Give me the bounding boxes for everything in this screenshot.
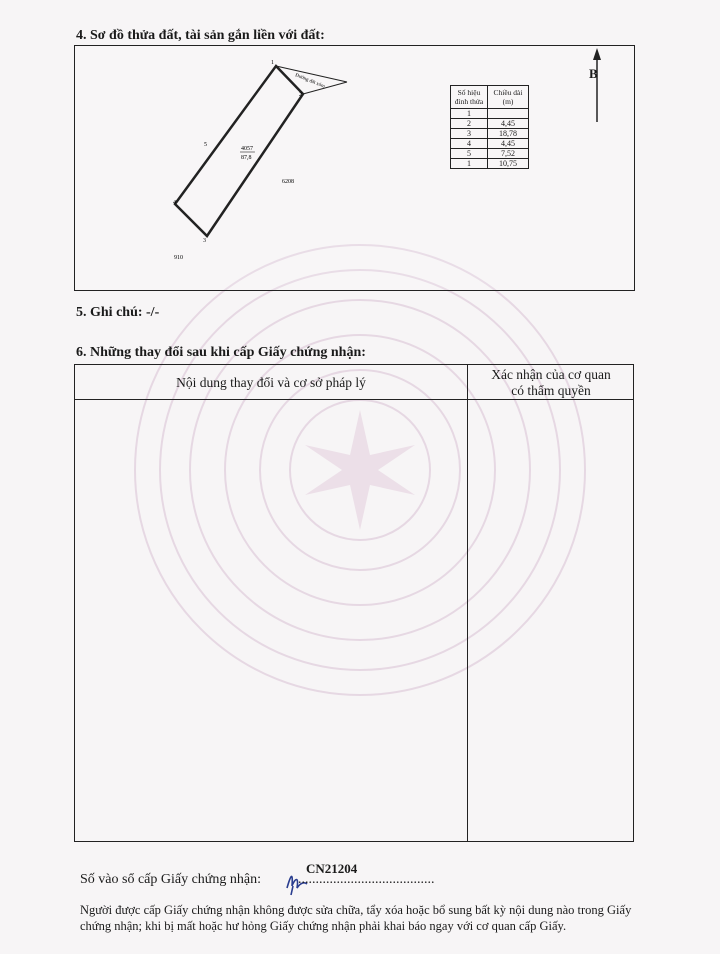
length-cell: 4,45 xyxy=(488,119,529,129)
authority-confirmation-header xyxy=(467,367,635,399)
registration-number: CN21204 xyxy=(306,861,358,876)
changes-table xyxy=(74,364,634,842)
column-divider xyxy=(467,365,468,841)
road-label: Đường đất xóm xyxy=(294,73,326,90)
neighbor-parcel-1: 6208 xyxy=(282,179,294,185)
length-cell: 18,78 xyxy=(488,129,529,139)
table-row xyxy=(451,109,529,119)
vertex-cell: 1 xyxy=(451,109,488,119)
vertex-5-label: 5 xyxy=(204,142,207,148)
table-row xyxy=(451,129,529,139)
vertex-cell: 3 xyxy=(451,129,488,139)
vertex-1-label: 1 xyxy=(271,60,274,66)
parcel-plan-box xyxy=(74,45,635,291)
table-header-vertex: Số hiệu đỉnh thửa xyxy=(451,86,488,109)
table-row xyxy=(451,149,529,159)
vertex-2-label: 2 xyxy=(299,92,302,98)
vertex-cell: 2 xyxy=(451,119,488,129)
section-4-title: 4. Sơ đồ thửa đất, tài sản gắn liền với đất: xyxy=(76,28,325,43)
vertex-cell: 4 xyxy=(451,139,488,149)
vertex-cell: 1 xyxy=(451,159,488,169)
header-divider xyxy=(75,399,633,400)
table-row xyxy=(451,139,529,149)
table-row xyxy=(451,159,529,169)
registration-dots: ....................................... xyxy=(298,872,435,887)
parcel-diagram xyxy=(75,46,633,290)
changes-content-header: Nội dung thay đổi và cơ sở pháp lý xyxy=(176,375,366,390)
neighbor-parcel-2: 910 xyxy=(174,255,183,261)
table-header-row xyxy=(451,86,529,109)
authority-header-line2: có thẩm quyền xyxy=(511,383,591,398)
section-6-title: 6. Những thay đổi sau khi cấp Giấy chứng nhận: xyxy=(76,345,366,360)
length-cell: 10,75 xyxy=(488,159,529,169)
table-header-length: Chiều dài (m) xyxy=(488,86,529,109)
section-5-title: 5. Ghi chú: -/- xyxy=(76,305,160,320)
authority-header-line1: Xác nhận của cơ quan xyxy=(491,367,611,382)
parcel-area: 87,8 xyxy=(241,155,252,161)
parcel-number: 4057 xyxy=(241,146,253,152)
vertex-cell: 5 xyxy=(451,149,488,159)
north-arrow-label: B xyxy=(589,66,598,81)
vertex-4-label: 4 xyxy=(173,200,176,206)
vertex-3-label: 3 xyxy=(203,238,206,244)
length-cell: 7,52 xyxy=(488,149,529,159)
footer-note: Người được cấp Giấy chứng nhận không được sửa chữa, tẩy xóa hoặc bổ sung bất kỳ nội dung nào trong Giấy chứng nhận; khi bị mất hoặc hư hỏng Giấy chứng nhận phải khai báo ngay với cơ quan cấp Giấy. xyxy=(80,903,632,933)
table-row xyxy=(451,119,529,129)
length-cell xyxy=(488,109,529,119)
edge-length-table xyxy=(450,85,529,169)
length-cell: 4,45 xyxy=(488,139,529,149)
registration-label: Số vào sổ cấp Giấy chứng nhận: xyxy=(80,872,261,887)
